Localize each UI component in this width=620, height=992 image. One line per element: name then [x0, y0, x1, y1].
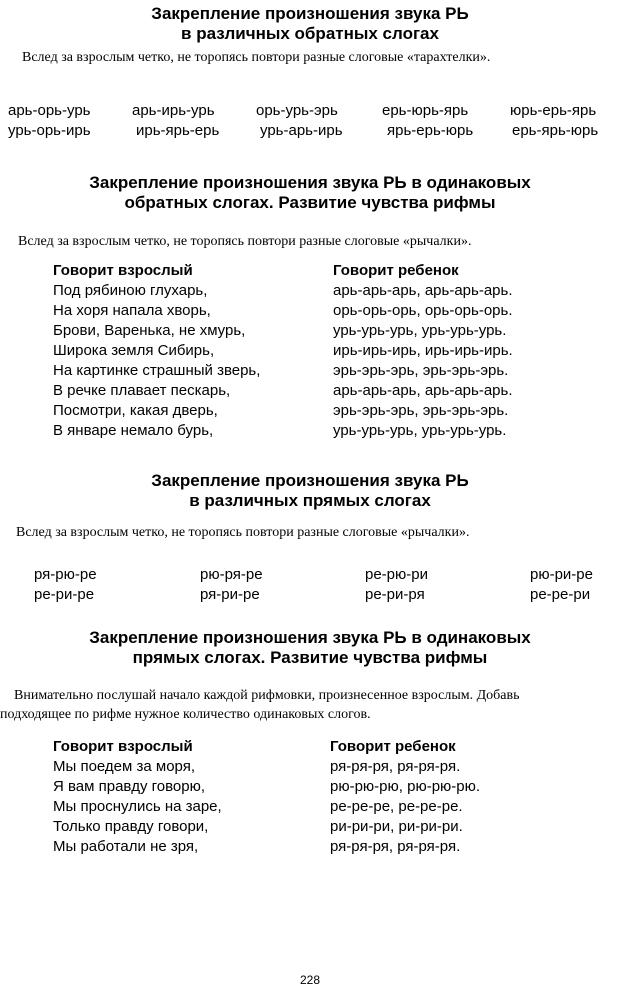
poem-line: На картинке страшный зверь, — [53, 362, 261, 379]
syllable-group: урь-орь-ирь — [8, 122, 91, 139]
response-line: ря-ря-ря, ря-ря-ря. — [330, 838, 461, 855]
syllable-group: ря-ри-ре — [200, 586, 260, 603]
child-header: Говорит ребенок — [333, 262, 459, 279]
syllable-group: юрь-ерь-ярь — [510, 102, 597, 119]
section-2-title — [0, 173, 620, 213]
section-4-title-line-1: Закрепление произношения звука РЬ в одинаковых — [89, 628, 531, 647]
syllable-group: ерь-юрь-ярь — [382, 102, 469, 119]
response-line: эрь-эрь-эрь, эрь-эрь-эрь. — [333, 402, 509, 419]
response-line: урь-урь-урь, урь-урь-урь. — [333, 322, 507, 339]
child-header: Говорит ребенок — [330, 738, 456, 755]
adult-column — [53, 261, 260, 441]
poem-line: Под рябиною глухарь, — [53, 282, 208, 299]
syllable-group: ря-рю-ре — [34, 566, 97, 583]
poem-line: В январе немало бурь, — [53, 422, 214, 439]
syllable-group: ре-ри-ря — [365, 586, 425, 603]
section-3-title — [0, 471, 620, 511]
poem-line: Широка земля Сибирь, — [53, 342, 215, 359]
syllable-group: ярь-ерь-юрь — [387, 122, 474, 139]
adult-column — [53, 737, 222, 857]
response-line: ри-ри-ри, ри-ри-ри. — [330, 818, 463, 835]
adult-header: Говорит взрослый — [53, 262, 193, 279]
poem-line: Посмотри, какая дверь, — [53, 402, 218, 419]
syllable-group: ре-ри-ре — [34, 586, 95, 603]
syllable-group: ре-рю-ри — [365, 566, 428, 583]
section-1-title — [0, 4, 620, 44]
syllable-group: урь-арь-ирь — [260, 122, 343, 139]
response-line: арь-арь-арь, арь-арь-арь. — [333, 382, 513, 399]
section-1-intro: Вслед за взрослым четко, не торопясь повтори разные слоговые «тарахтелки». — [22, 50, 491, 65]
child-column — [333, 261, 513, 441]
poem-line: Только правду говори, — [53, 818, 209, 835]
response-line: орь-орь-орь, орь-орь-орь. — [333, 302, 513, 319]
syllable-group: рю-ря-ре — [200, 566, 263, 583]
response-line: урь-урь-урь, урь-урь-урь. — [333, 422, 507, 439]
syllable-group: рю-ри-ре — [530, 566, 593, 583]
section-1-title-line-2: в различных обратных слогах — [181, 24, 439, 43]
child-column — [330, 737, 480, 857]
poem-line: Мы работали не зря, — [53, 838, 199, 855]
response-line: эрь-эрь-эрь, эрь-эрь-эрь. — [333, 362, 509, 379]
section-1-title-line-1: Закрепление произношения звука РЬ — [151, 4, 469, 23]
syllable-group: ре-ре-ри — [530, 586, 591, 603]
poem-line: На хоря напала хворь, — [53, 302, 211, 319]
section-3-intro: Вслед за взрослым четко, не торопясь повтори разные слоговые «рычалки». — [16, 525, 470, 540]
poem-line: Мы проснулись на заре, — [53, 798, 222, 815]
poem-line: Брови, Варенька, не хмурь, — [53, 322, 246, 339]
response-line: ря-ря-ря, ря-ря-ря. — [330, 758, 461, 775]
section-2-title-line-1: Закрепление произношения звука РЬ в одинаковых — [89, 173, 531, 192]
poem-line: В речке плавает пескарь, — [53, 382, 231, 399]
section-3-title-line-2: в различных прямых слогах — [189, 491, 431, 510]
response-line: ре-ре-ре, ре-ре-ре. — [330, 798, 463, 815]
section-4-title-line-2: прямых слогах. Развитие чувства рифмы — [132, 648, 488, 667]
section-2-title-line-2: обратных слогах. Развитие чувства рифмы — [124, 193, 496, 212]
syllable-group: ерь-ярь-юрь — [512, 122, 599, 139]
adult-header: Говорит взрослый — [53, 738, 193, 755]
poem-line: Я вам правду говорю, — [53, 778, 206, 795]
response-line: арь-арь-арь, арь-арь-арь. — [333, 282, 513, 299]
syllable-group: орь-урь-эрь — [256, 102, 338, 119]
poem-line: Мы поедем за моря, — [53, 758, 196, 775]
section-2-intro: Вслед за взрослым четко, не торопясь повтори разные слоговые «рычалки». — [18, 234, 472, 249]
syllable-group: ирь-ярь-ерь — [136, 122, 220, 139]
response-line: рю-рю-рю, рю-рю-рю. — [330, 778, 481, 795]
section-3-title-line-1: Закрепление произношения звука РЬ — [151, 471, 469, 490]
page-number: 228 — [299, 973, 321, 987]
response-line: ирь-ирь-ирь, ирь-ирь-ирь. — [333, 342, 513, 359]
section-4-title — [0, 628, 620, 668]
syllable-group: арь-орь-урь — [8, 102, 91, 119]
section-4-intro-line-2: подходящее по рифме нужное количество одинаковых слогов. — [0, 707, 371, 722]
syllable-group: арь-ирь-урь — [132, 102, 215, 119]
section-4-intro-line-1: Внимательно послушай начало каждой рифмовки, произнесенное взрослым. Добавь — [14, 688, 520, 703]
